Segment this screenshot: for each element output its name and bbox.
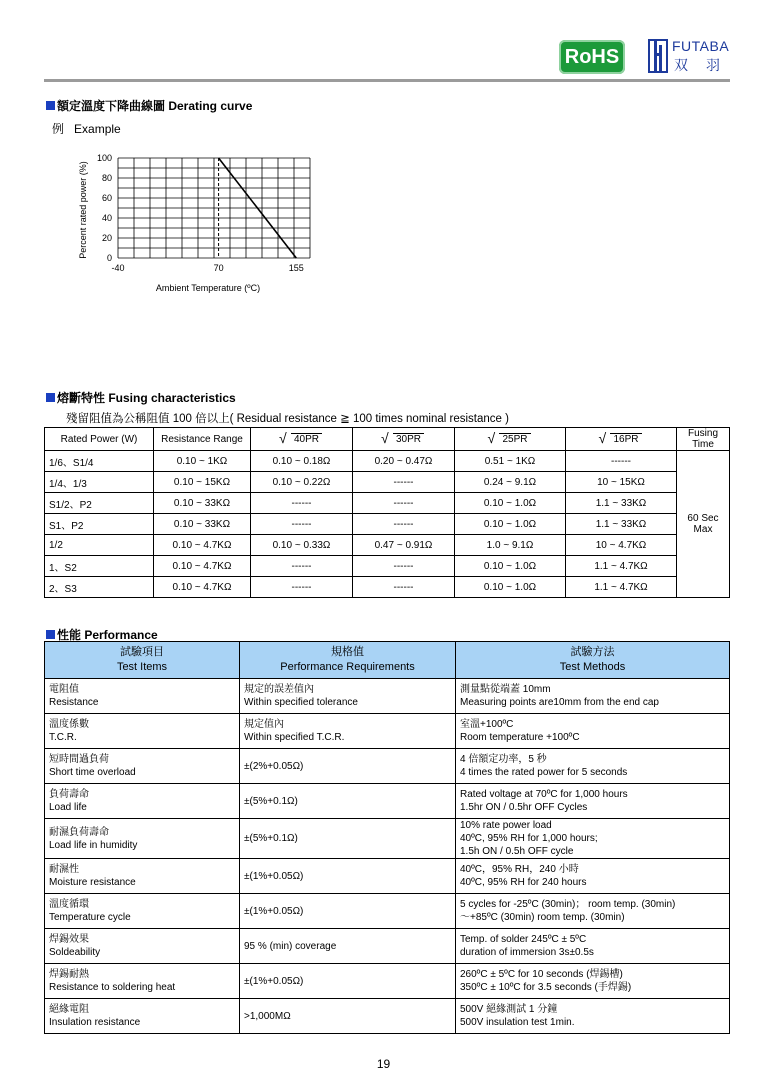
table-cell: ------ xyxy=(251,577,353,598)
table-row xyxy=(45,472,730,493)
col-fusing-time: Fusing Time xyxy=(677,428,730,451)
table-row xyxy=(45,964,730,999)
table-row xyxy=(45,535,730,556)
x-tick-label: 155 xyxy=(288,263,304,273)
table-cell: 10 ~ 4.7KΩ xyxy=(566,535,677,556)
fusing-header-row xyxy=(45,428,730,451)
table-row xyxy=(45,859,730,894)
test-method-cell: Temp. of solder 245ºC ± 5ºC duration of immersion 3s±0.5s xyxy=(456,929,730,964)
table-cell: 1/2 xyxy=(45,535,154,556)
requirement-cell: 規定值內 Within specified T.C.R. xyxy=(240,714,456,749)
table-row xyxy=(45,556,730,577)
table-row xyxy=(45,749,730,784)
table-row xyxy=(45,999,730,1034)
col-test-items: 試驗項目 Test Items xyxy=(45,642,240,679)
test-item-cell: 負荷壽命 Load life xyxy=(45,784,240,819)
y-tick-label: 80 xyxy=(101,173,112,183)
col-resistance-range: Resistance Range xyxy=(154,428,251,451)
col-rated-power: Rated Power (W) xyxy=(45,428,154,451)
table-cell: 0.10 ~ 4.7KΩ xyxy=(154,535,251,556)
table-row xyxy=(45,493,730,514)
table-row xyxy=(45,714,730,749)
futaba-logo-icon xyxy=(648,39,668,73)
col-30pr xyxy=(353,428,455,451)
y-tick-label: 100 xyxy=(96,153,112,163)
table-cell: 0.10 ~ 0.22Ω xyxy=(251,472,353,493)
rohs-badge: RoHS xyxy=(559,40,625,74)
sqrt-icon: √ 30PR xyxy=(383,434,424,445)
test-method-cell: 40ºC，95% RH，240 小時 40ºC, 95% RH for 240 hours xyxy=(456,859,730,894)
table-cell: 1/4、1/3 xyxy=(45,472,154,493)
table-cell: ------ xyxy=(353,472,455,493)
table-cell: 0.10 ~ 33KΩ xyxy=(154,493,251,514)
sqrt-icon: √ 40PR xyxy=(281,434,322,445)
col-25pr xyxy=(455,428,566,451)
table-row xyxy=(45,679,730,714)
table-cell: S1、P2 xyxy=(45,514,154,535)
table-cell: 1.1 ~ 33KΩ xyxy=(566,493,677,514)
test-item-cell: 焊錫耐熱 Resistance to soldering heat xyxy=(45,964,240,999)
requirement-cell: ±(1%+0.05Ω) xyxy=(240,964,456,999)
table-cell: ------ xyxy=(353,514,455,535)
table-cell: 1.0 ~ 9.1Ω xyxy=(455,535,566,556)
table-cell: 0.10 ~ 15KΩ xyxy=(154,472,251,493)
fusing-note: 殘留阻值為公稱阻值 100 倍以上( Residual resistance ≧ 100 times nominal resistance ) xyxy=(66,413,509,425)
test-method-cell: 4 倍額定功率，5 秒 4 times the rated power for 5 seconds xyxy=(456,749,730,784)
derating-chart xyxy=(70,148,390,298)
table-cell: S1/2、P2 xyxy=(45,493,154,514)
table-cell: 2、S3 xyxy=(45,577,154,598)
test-item-cell: 耐濕性 Moisture resistance xyxy=(45,859,240,894)
x-tick-label: -40 xyxy=(111,263,125,273)
table-cell: ------ xyxy=(251,556,353,577)
requirement-cell: 95 % (min) coverage xyxy=(240,929,456,964)
table-cell: 10 ~ 15KΩ xyxy=(566,472,677,493)
table-cell: 0.10 ~ 4.7KΩ xyxy=(154,556,251,577)
col-16pr xyxy=(566,428,677,451)
test-method-cell: 室溫+100ºC Room temperature +100ºC xyxy=(456,714,730,749)
page-number: 19 xyxy=(376,1057,391,1071)
test-method-cell: 5 cycles for -25ºC (30min)； room temp. (30min) ～+85ºC (30min) room temp. (30min) xyxy=(456,894,730,929)
col-40pr xyxy=(251,428,353,451)
x-axis-label: Ambient Temperature (ºC) xyxy=(155,283,261,293)
bullet-square-icon xyxy=(46,101,55,110)
test-item-cell: 短時間過負荷 Short time overload xyxy=(45,749,240,784)
performance-table xyxy=(44,641,730,1034)
brand-name-cn: 双羽 xyxy=(674,57,738,73)
test-item-cell: 溫度係數 T.C.R. xyxy=(45,714,240,749)
table-cell: 0.10 ~ 0.18Ω xyxy=(251,451,353,472)
test-item-cell: 焊錫效果 Soldeability xyxy=(45,929,240,964)
table-cell: 0.20 ~ 0.47Ω xyxy=(353,451,455,472)
requirement-cell: ±(5%+0.1Ω) xyxy=(240,819,456,859)
requirement-cell: ±(5%+0.1Ω) xyxy=(240,784,456,819)
test-item-cell: 耐濕負荷壽命 Load life in humidity xyxy=(45,819,240,859)
requirement-cell: >1,000MΩ xyxy=(240,999,456,1034)
table-cell: 0.47 ~ 0.91Ω xyxy=(353,535,455,556)
table-row xyxy=(45,514,730,535)
test-method-cell: 10% rate power load 40ºC, 95% RH for 1,000 hours; 1.5h ON / 0.5h OFF cycle xyxy=(456,819,730,859)
performance-heading: 性能 Performance xyxy=(46,626,158,643)
header-divider xyxy=(44,79,730,82)
table-cell: 1.1 ~ 4.7KΩ xyxy=(566,577,677,598)
test-method-cell: 500V 絕緣測試 1 分鐘 500V insulation test 1min. xyxy=(456,999,730,1034)
requirement-cell: 規定的誤差值內 Within specified tolerance xyxy=(240,679,456,714)
bullet-square-icon xyxy=(46,393,55,402)
test-item-cell: 電阻值 Resistance xyxy=(45,679,240,714)
table-cell: 0.10 ~ 4.7KΩ xyxy=(154,577,251,598)
table-row xyxy=(45,451,730,472)
performance-header-row xyxy=(45,642,730,679)
table-cell: ------ xyxy=(251,514,353,535)
table-cell: 1.1 ~ 33KΩ xyxy=(566,514,677,535)
table-cell: 0.10 ~ 1.0Ω xyxy=(455,493,566,514)
table-cell: 0.10 ~ 1.0Ω xyxy=(455,556,566,577)
table-cell: ------ xyxy=(353,556,455,577)
table-cell: 0.10 ~ 1.0Ω xyxy=(455,514,566,535)
brand-name-en: FUTABA xyxy=(672,38,730,54)
y-tick-label: 60 xyxy=(101,193,112,203)
col-performance-requirements: 規格值 Performance Requirements xyxy=(240,642,456,679)
y-tick-label: 20 xyxy=(101,233,112,243)
table-cell: 0.10 ~ 33KΩ xyxy=(154,514,251,535)
y-axis-label: Percent rated power (%) xyxy=(78,161,88,259)
requirement-cell: ±(1%+0.05Ω) xyxy=(240,894,456,929)
table-cell: ------ xyxy=(566,451,677,472)
table-row xyxy=(45,784,730,819)
y-tick-label: 40 xyxy=(101,213,112,223)
bullet-square-icon xyxy=(46,630,55,639)
test-method-cell: Rated voltage at 70ºC for 1,000 hours 1.5hr ON / 0.5hr OFF Cycles xyxy=(456,784,730,819)
table-cell: ------ xyxy=(251,493,353,514)
fusing-time-cell: 60 Sec Max xyxy=(677,451,730,598)
x-tick-label: 70 xyxy=(213,263,224,273)
table-row xyxy=(45,577,730,598)
table-cell: ------ xyxy=(353,493,455,514)
col-test-methods: 試驗方法 Test Methods xyxy=(456,642,730,679)
sqrt-icon: √ 16PR xyxy=(600,434,641,445)
requirement-cell: ±(2%+0.05Ω) xyxy=(240,749,456,784)
table-row xyxy=(45,929,730,964)
table-cell: 1.1 ~ 4.7KΩ xyxy=(566,556,677,577)
test-item-cell: 溫度循環 Temperature cycle xyxy=(45,894,240,929)
test-item-cell: 絕緣電阻 Insulation resistance xyxy=(45,999,240,1034)
fusing-heading: 熔斷特性 Fusing characteristics xyxy=(46,389,236,406)
table-cell: 1/6、S1/4 xyxy=(45,451,154,472)
table-cell: 0.10 ~ 1KΩ xyxy=(154,451,251,472)
test-method-cell: 260ºC ± 5ºC for 10 seconds (焊錫槽) 350ºC ± 10ºC for 3.5 seconds (手焊錫) xyxy=(456,964,730,999)
fusing-table xyxy=(44,427,730,598)
table-cell: 1、S2 xyxy=(45,556,154,577)
requirement-cell: ±(1%+0.05Ω) xyxy=(240,859,456,894)
table-cell: 0.10 ~ 1.0Ω xyxy=(455,577,566,598)
y-tick-label: 0 xyxy=(106,253,112,263)
test-method-cell: 測量點從端蓋 10mm Measuring points are10mm from the end cap xyxy=(456,679,730,714)
table-cell: 0.24 ~ 9.1Ω xyxy=(455,472,566,493)
table-row xyxy=(45,819,730,859)
table-row xyxy=(45,894,730,929)
sqrt-icon: √ 25PR xyxy=(489,434,530,445)
table-cell: 0.51 ~ 1KΩ xyxy=(455,451,566,472)
example-label: 例 Example xyxy=(52,122,121,136)
table-cell: ------ xyxy=(353,577,455,598)
derating-heading: 額定溫度下降曲線圖 Derating curve xyxy=(46,97,252,114)
table-cell: 0.10 ~ 0.33Ω xyxy=(251,535,353,556)
